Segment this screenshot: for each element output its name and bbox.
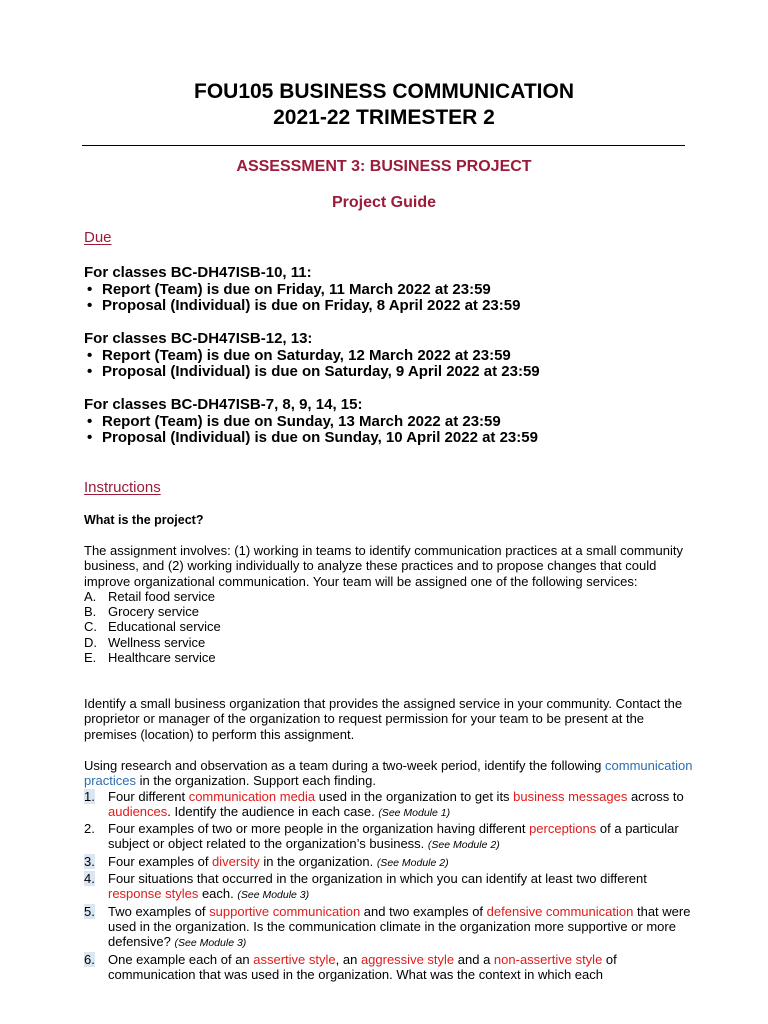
- list-item: A. Retail food service: [84, 588, 215, 604]
- due-group-classes: For classes BC-DH47ISB-7, 8, 9, 14, 15:: [84, 396, 363, 413]
- identify-paragraph: Identify a small business organization that provides the assigned service in your community. Contact the proprietor or manager of the organization to request permission for your team to be present at the premises (location) to perform this assignment.: [84, 696, 683, 742]
- assessment-title: ASSESSMENT 3: BUSINESS PROJECT: [236, 158, 532, 175]
- intro-paragraph: [84, 543, 694, 665]
- research-paragraph: Using research and observation as a team during a two-week period, identify the following communication practices in the organization. Support each finding. 1. Four different communication media used in the organization to get its business messages across to audiences. Identify the audience in each case. (See Module 1) 2. Four examples of two or more people in the organization having different perceptions of a particular subject or object related to the organization’s business. (See Module 2) 3. Four examples of diversity in the organization. (See Module 2) 4. Four situations that occurred in the organization in which you can identify at least two different response styles each. (See Module 3) 5. Two examples of supportive communication and two examples of defensive communication that were used in the organization. Is the communication climate in the organization more supportive or more defensive? (See Module 3) 6. One example each of an assertive style, an aggressive style and a non-assertive style of communication that was used in the organization. What was the context in which each: [84, 758, 693, 982]
- due-group-3: [84, 397, 704, 447]
- findings-list: [84, 789, 694, 983]
- list-item: D. Wellness service: [84, 634, 206, 650]
- list-item: 6. One example each of an assertive style, an aggressive style and a non-assertive style of communication that was used in the organization. What was the context in which each: [84, 951, 617, 982]
- project-guide-subtitle: Project Guide: [331, 194, 437, 211]
- intro-text: The assignment involves: (1) working in teams to identify communication practices at a small community business, and (2) working individually to analyze these practices and to propose changes that could improve organizational communication. Your team will be assigned one of the following services:: [84, 543, 683, 589]
- course-title: FOU105 BUSINESS COMMUNICATION: [194, 80, 574, 103]
- due-item: • Proposal (Individual) is due on Friday, 8 April 2022 at 23:59: [84, 298, 704, 315]
- due-item: • Report (Team) is due on Sunday, 13 March 2022 at 23:59: [84, 414, 704, 431]
- communication-practices-link: communication practices: [84, 758, 693, 789]
- list-item: 3. Four examples of diversity in the organization. (See Module 2): [84, 853, 449, 869]
- due-item: • Proposal (Individual) is due on Saturday, 9 April 2022 at 23:59: [84, 364, 704, 381]
- due-item: • Proposal (Individual) is due on Sunday, 10 April 2022 at 23:59: [84, 430, 704, 447]
- list-item: 2. Four examples of two or more people in the organization having different perceptions of a particular subject or object related to the organization’s business. (See Module 2): [84, 821, 679, 852]
- list-item: 1. Four different communication media used in the organization to get its business messages across to audiences. Identify the audience in each case. (See Module 1): [84, 788, 684, 819]
- due-item: • Report (Team) is due on Friday, 11 March 2022 at 23:59: [84, 282, 704, 299]
- list-item: E. Healthcare service: [84, 650, 216, 666]
- list-item: 4. Four situations that occurred in the organization in which you can identify at least two different response styles each. (See Module 3): [84, 871, 647, 902]
- due-group-1: [84, 265, 704, 315]
- header-divider: [82, 145, 685, 146]
- due-group-classes: For classes BC-DH47ISB-10, 11:: [84, 264, 312, 281]
- services-list: [84, 589, 694, 665]
- list-item: B. Grocery service: [84, 604, 200, 620]
- list-item: 5. Two examples of supportive communication and two examples of defensive communication that were used in the organization. Is the communication climate in the organization more supportive or more defensive? (See Module 3): [84, 903, 691, 950]
- due-heading: Due: [84, 229, 112, 246]
- due-item: • Report (Team) is due on Saturday, 12 March 2022 at 23:59: [84, 348, 704, 365]
- due-group-classes: For classes BC-DH47ISB-12, 13:: [84, 330, 313, 347]
- list-item: C. Educational service: [84, 619, 221, 635]
- instructions-heading: Instructions: [84, 479, 161, 496]
- due-group-2: [84, 331, 704, 381]
- project-question: What is the project?: [84, 513, 204, 527]
- trimester-title: 2021-22 TRIMESTER 2: [273, 106, 495, 129]
